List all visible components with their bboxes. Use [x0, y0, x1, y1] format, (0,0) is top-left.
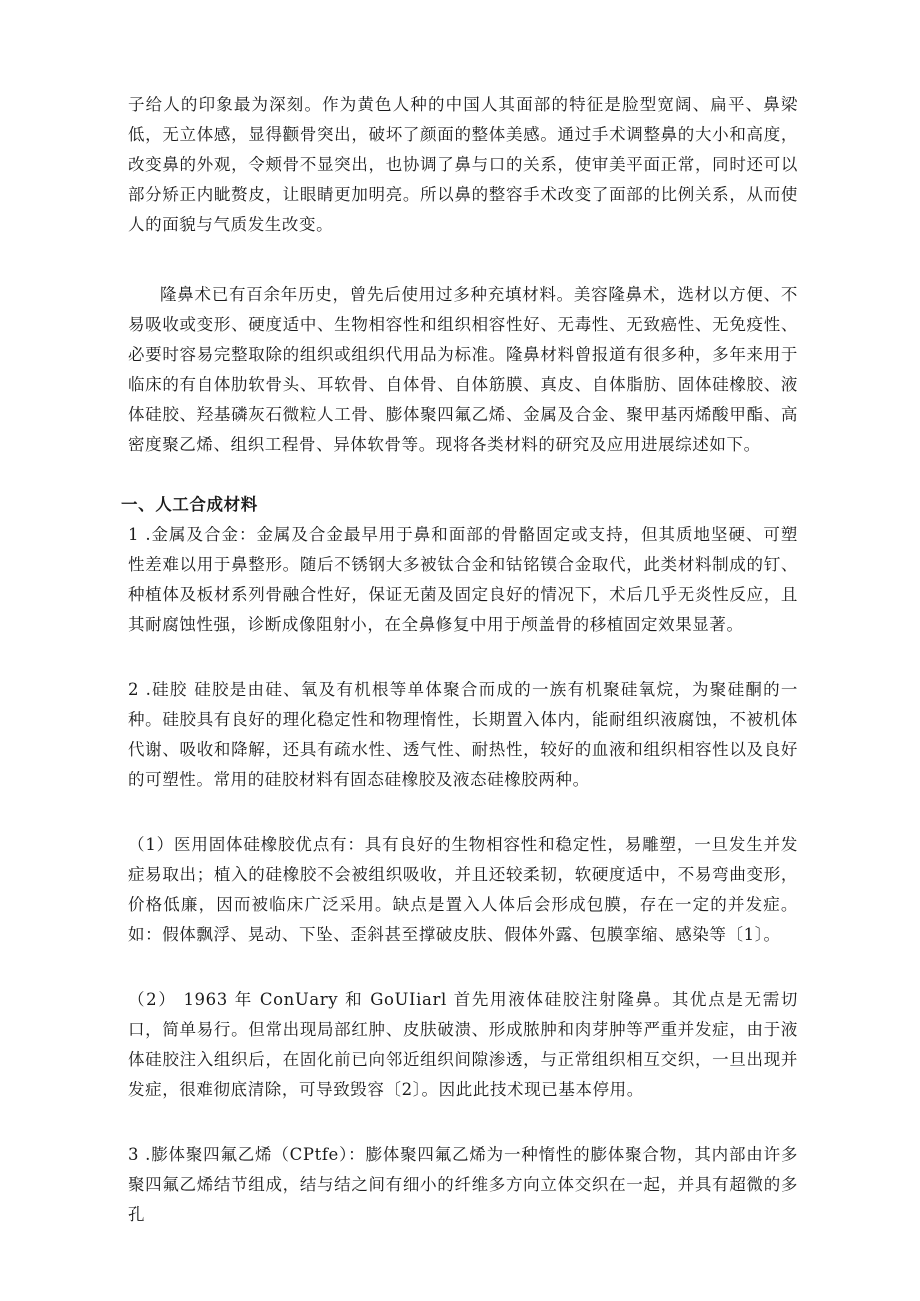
intro-paragraph: 子给人的印象最为深刻。作为黄色人种的中国人其面部的特征是脸型宽阔、扁平、鼻梁低，无立体感，显得颧骨突出，破坏了颜面的整体美感。通过手术调整鼻的大小和高度，改变鼻的外观，令颊骨不显突出，也协调了鼻与口的关系，使审美平面正常，同时还可以部分矫正内眦赘皮，让眼睛更加明亮。所以鼻的整容手术改变了面部的比例关系，从而使人的面貌与气质发生改变。 — [128, 95, 798, 234]
item-silicone: 2 .硅胶 硅胶是由硅、氧及有机根等单体聚合而成的一族有机聚硅氧烷，为聚硅酮的一种。硅胶具有良好的理化稳定性和物理惰性，长期置入体内，能耐组织液腐蚀，不被机体代谢、吸收和降解，还具有疏水性、透气性、耐热性，较好的血液和组织相容性以及良好的可塑性。常用的硅胶材料有固态硅橡胶及液态硅橡胶两种。 — [128, 680, 798, 789]
item-liquid-silicone: （2） 1963 年 ConUary 和 GoUIiarl 首先用液体硅胶注射隆鼻。其优点是无需切口，简单易行。但常出现局部红肿、皮肤破溃、形成脓肿和肉芽肿等严重并发症，由于液体硅胶注入组织后，在固化前已向邻近组织间隙渗透，与正常组织相互交织，一旦出现并发症，很难彻底清除，可导致毁容〔2〕。因此此技术现已基本停用。 — [128, 990, 798, 1099]
background-paragraph: 隆鼻术已有百余年历史，曾先后使用过多种充填材料。美容隆鼻术，选材以方便、不易吸收或变形、硬度适中、生物相容性和组织相容性好、无毒性、无致癌性、无免疫性、必要时容易完整取除的组织或组织代用品为标准。隆鼻材料曾报道有很多种，多年来用于临床的有自体肋软骨头、耳软骨、自体骨、自体筋膜、真皮、自体脂肪、固体硅橡胶、液体硅胶、羟基磷灰石微粒人工骨、膨体聚四氟乙烯、金属及合金、聚甲基丙烯酸甲酯、高密度聚乙烯、组织工程骨、异体软骨等。现将各类材料的研究及应用进展综述如下。 — [128, 285, 798, 454]
item-eptfe: 3 .膨体聚四氟乙烯（CPtfe）：膨体聚四氟乙烯为一种惰性的膨体聚合物，其内部由许多聚四氟乙烯结节组成，结与结之间有细小的纤维多方向立体交织在一起，并具有超微的多孔 — [128, 1145, 798, 1224]
item-solid-silicone-rubber: （1）医用固体硅橡胶优点有：具有良好的生物相容性和稳定性，易雕塑，一旦发生并发症易取出；植入的硅橡胶不会被组织吸收，并且还较柔韧，软硬度适中，不易弯曲变形，价格低廉，因而被临床广泛采用。缺点是置入人体后会形成包膜，存在一定的并发症。如：假体飘浮、晃动、下坠、歪斜甚至撑破皮肤、假体外露、包膜挛缩、感染等〔1〕。 — [128, 835, 798, 944]
section-heading: 一、人工合成材料 — [121, 495, 258, 514]
item-metal-alloy: 1 .金属及合金：金属及合金最早用于鼻和面部的骨骼固定或支持，但其质地坚硬、可塑性差难以用于鼻整形。随后不锈钢大多被钛合金和钴铭镆合金取代，此类材料制成的钉、种植体及板材系列骨融合性好，保证无菌及固定良好的情况下，术后几乎无炎性反应，且其耐腐蚀性强，诊断成像阻射小，在全鼻修复中用于颅盖骨的移植固定效果显著。 — [128, 525, 798, 634]
